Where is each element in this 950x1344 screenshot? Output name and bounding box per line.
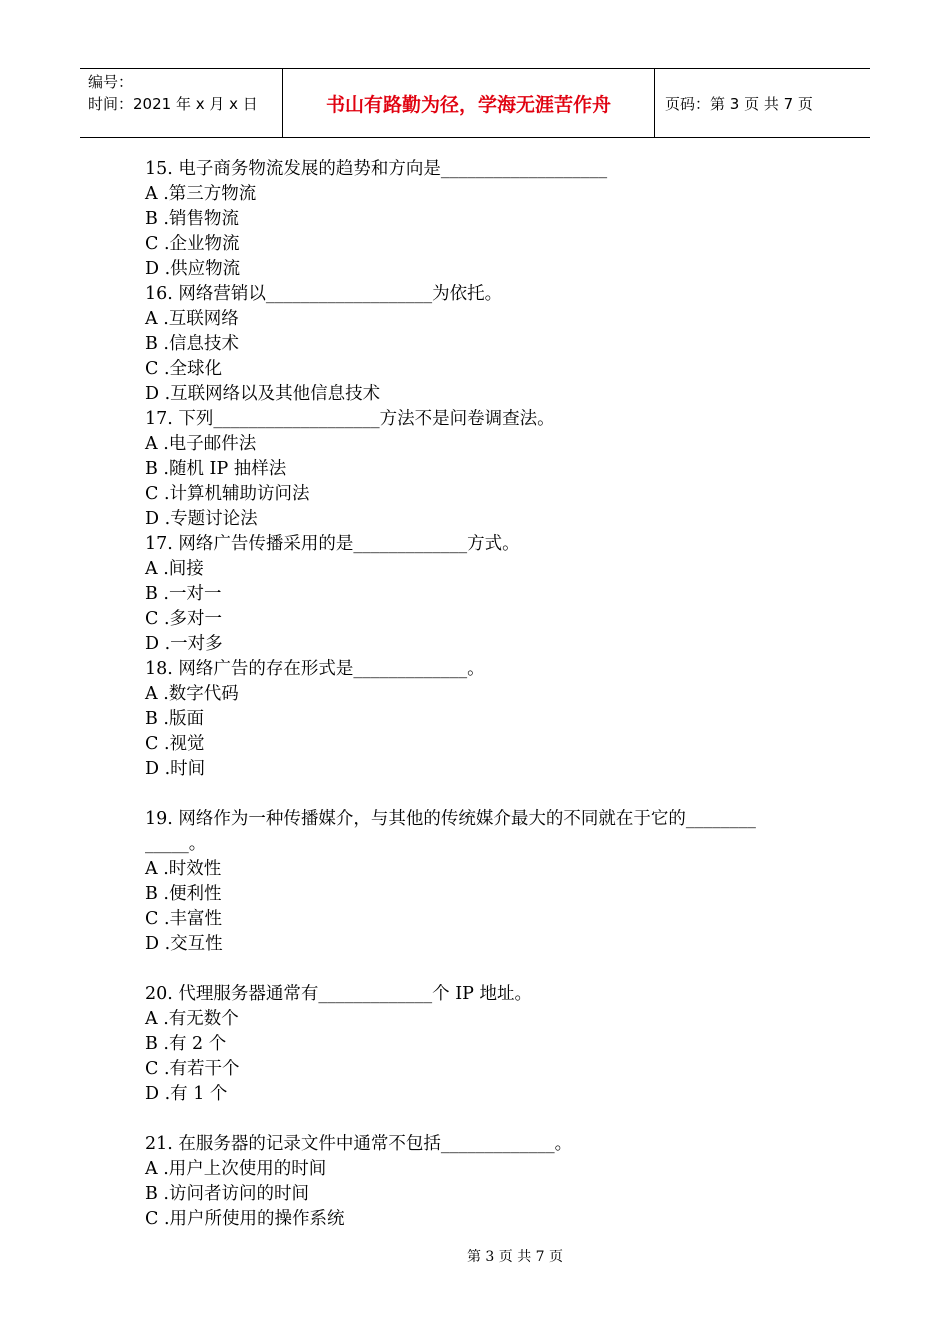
text-line: C .计算机辅助访问法 xyxy=(145,484,310,504)
text-line: A .第三方物流 xyxy=(145,184,257,204)
page-header xyxy=(80,68,870,138)
text-line: A .用户上次使用的时间 xyxy=(145,1159,327,1179)
text-line: _____。 xyxy=(145,834,207,854)
text-line: B .信息技术 xyxy=(145,334,239,354)
text-line: C .有若干个 xyxy=(145,1059,240,1079)
text-line: B .有 2 个 xyxy=(145,1034,227,1054)
text-line: D .时间 xyxy=(145,759,206,779)
text-line: C .多对一 xyxy=(145,609,223,629)
text-line: C .全球化 xyxy=(145,359,223,379)
text-line: D .专题讨论法 xyxy=(145,509,258,529)
page-label: 页码：第 3 页 共 7 页 xyxy=(665,94,813,113)
header-meta xyxy=(80,69,282,137)
text-line: 21. 在服务器的记录文件中通常不包括_____________。 xyxy=(145,1134,573,1154)
text-line: 16. 网络营销以___________________为依托。 xyxy=(145,284,503,304)
text-line: C .用户所使用的操作系统 xyxy=(145,1209,345,1229)
text-line: D .交互性 xyxy=(145,934,223,954)
text-line: D .互联网络以及其他信息技术 xyxy=(145,384,381,404)
text-line: A .电子邮件法 xyxy=(145,434,257,454)
text-line: B .访问者访问的时间 xyxy=(145,1184,309,1204)
text-line: D .有 1 个 xyxy=(145,1084,228,1104)
text-line: C .视觉 xyxy=(145,734,205,754)
blank-line xyxy=(145,1107,845,1132)
motto: 书山有路勤为径，学海无涯苦作舟 xyxy=(282,69,655,137)
text-line: B .销售物流 xyxy=(145,209,239,229)
question-list xyxy=(145,157,845,1232)
date-label: 时间：2021 年 x 月 x 日 xyxy=(88,95,258,113)
text-line: A .间接 xyxy=(145,559,204,579)
text-line: C .丰富性 xyxy=(145,909,223,929)
text-line: 20. 代理服务器通常有_____________个 IP 地址。 xyxy=(145,984,532,1004)
page-footer xyxy=(0,1246,950,1266)
code-label: 编号： xyxy=(88,73,134,91)
text-line: D .供应物流 xyxy=(145,259,241,279)
text-line: B .版面 xyxy=(145,709,204,729)
blank-line xyxy=(145,782,845,807)
text-line: C .企业物流 xyxy=(145,234,240,254)
footer-page-number: 第 3 页 共 7 页 xyxy=(466,1249,564,1265)
text-line: 19. 网络作为一种传播媒介，与其他的传统媒介最大的不同就在于它的________ xyxy=(145,809,756,829)
text-line: B .随机 IP 抽样法 xyxy=(145,459,287,479)
text-line: B .便利性 xyxy=(145,884,222,904)
text-line: A .时效性 xyxy=(145,859,222,879)
text-line: A .数字代码 xyxy=(145,684,239,704)
blank-line xyxy=(145,957,845,982)
text-line: 15. 电子商务物流发展的趋势和方向是___________________ xyxy=(145,159,608,179)
text-line: A .互联网络 xyxy=(145,309,239,329)
text-line: 18. 网络广告的存在形式是_____________。 xyxy=(145,659,485,679)
text-line: 17. 下列___________________方法不是问卷调查法。 xyxy=(145,409,555,429)
text-line: B .一对一 xyxy=(145,584,222,604)
text-line: 17. 网络广告传播采用的是_____________方式。 xyxy=(145,534,520,554)
text-line: D .一对多 xyxy=(145,634,223,654)
text-line: A .有无数个 xyxy=(145,1009,239,1029)
